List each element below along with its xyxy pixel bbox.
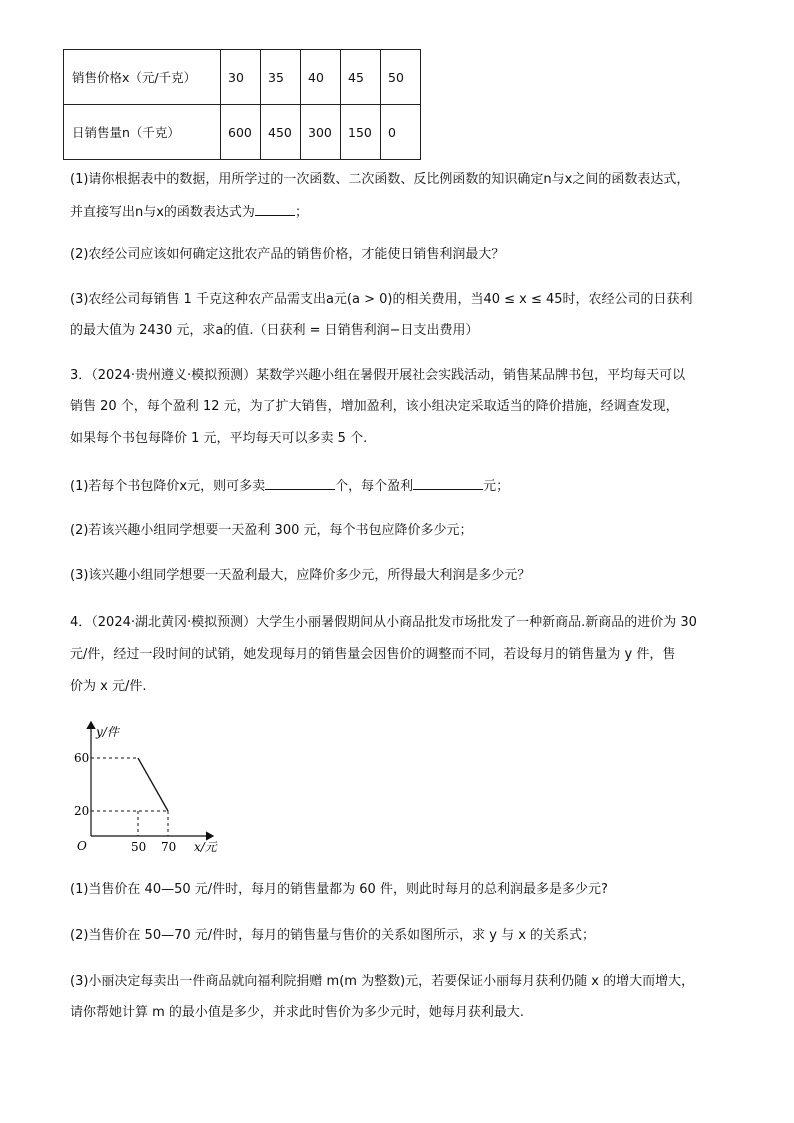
p4-q3-line1: (3)小丽决定每卖出一件商品就向福利院捐赠 m(m 为整数)元，若要保证小丽每月获利仍随 x 的增大而增大， [70,974,695,989]
table-header-price: 销售价格x（元/千克） [64,50,221,105]
table-cell: 150 [341,105,381,160]
p4-q3-line2: 请你帮她计算 m 的最小值是多少，并求此时售价为多少元时，她每月获利最大. [70,1005,525,1020]
origin-label: O [77,839,87,853]
p2-q1-line2 [70,201,735,223]
p2-q1-line1: (1)请你根据表中的数据，用所学过的一次函数、二次函数、反比例函数的知识确定n与x之间的函数表达式， [70,172,690,187]
table-cell: 300 [301,105,341,160]
p3-q1 [70,475,735,497]
sales-line [138,758,168,811]
answer-blank[interactable] [265,475,335,490]
p3-q3: (3)该兴趣小组同学想要一天盈利最大，应降价多少元，所得最大利润是多少元？ [70,568,531,583]
p3-q1-text-b: 个，每个盈利 [335,479,414,494]
p4-intro-line3: 价为 x 元/件. [70,679,147,694]
y-tick-20: 20 [74,804,90,818]
table-row-sales [64,105,421,160]
x-axis-label: x/元 [194,840,217,854]
table-cell: 50 [381,50,421,105]
p2-q3-line2: 的最大值为 2430 元，求a的值.（日获利 = 日销售利润−日支出费用） [70,323,479,338]
price-sales-table [63,49,421,160]
p4-q1: (1)当售价在 40—50 元/件时，每月的销售量都为 60 件，则此时每月的总利润最多是多少元? [70,882,608,897]
p3-q2: (2)若该兴趣小组同学想要一天盈利 300 元，每个书包应降价多少元； [70,523,473,538]
p3-q1-text-c: 元； [483,479,510,494]
answer-blank[interactable] [413,475,483,490]
p2-q2: (2)农经公司应该如何确定这批农产品的销售价格，才能使日销售利润最大？ [70,247,505,262]
p3-q1-text-a: (1)若每个书包降价x元，则可多卖 [70,479,266,494]
table-cell: 30 [221,50,261,105]
table-cell: 35 [261,50,301,105]
sales-price-graph [70,718,230,858]
p4-intro-line2: 元/件，经过一段时间的试销，她发现每月的销售量会因售价的调整而不同，若设每月的销售量为 y 件，售 [70,647,676,662]
y-axis-label: y/件 [96,725,119,739]
table-cell: 450 [261,105,301,160]
x-tick-70: 70 [161,840,177,854]
x-tick-50: 50 [131,840,147,854]
table-header-sales: 日销售量n（千克） [64,105,221,160]
p4-intro-line1: 4．（2024·湖北黄冈·模拟预测）大学生小丽暑假期间从小商品批发市场批发了一种新商品.新商品的进价为 30 [70,615,697,630]
p2-q1-text: 并直接写出n与x的函数表达式为 [70,205,255,220]
table-cell: 40 [301,50,341,105]
p3-intro-line2: 销售 20 个，每个盈利 12 元，为了扩大销售，增加盈利，该小组决定采取适当的降价措施，经调查发现， [70,399,679,414]
table-cell: 600 [221,105,261,160]
table-row-price [64,50,421,105]
p3-intro-line3: 如果每个书包每降价 1 元，平均每天可以多卖 5 个. [70,431,368,446]
y-tick-60: 60 [74,751,90,765]
p2-q1-end: ； [294,205,308,220]
p4-q2: (2)当售价在 50—70 元/件时，每月的销售量与售价的关系如图所示，求 y 与 x 的关系式； [70,928,596,943]
answer-blank[interactable] [255,201,295,216]
p3-intro-line1: 3．（2024·贵州遵义·模拟预测）某数学兴趣小组在暑假开展社会实践活动，销售某品牌书包，平均每天可以 [70,368,686,383]
table-cell: 0 [381,105,421,160]
table-cell: 45 [341,50,381,105]
p2-q3-line1: (3)农经公司每销售 1 千克这种农产品需支出a元(a > 0)的相关费用，当40 ≤ x ≤ 45时，农经公司的日获利 [70,292,693,307]
